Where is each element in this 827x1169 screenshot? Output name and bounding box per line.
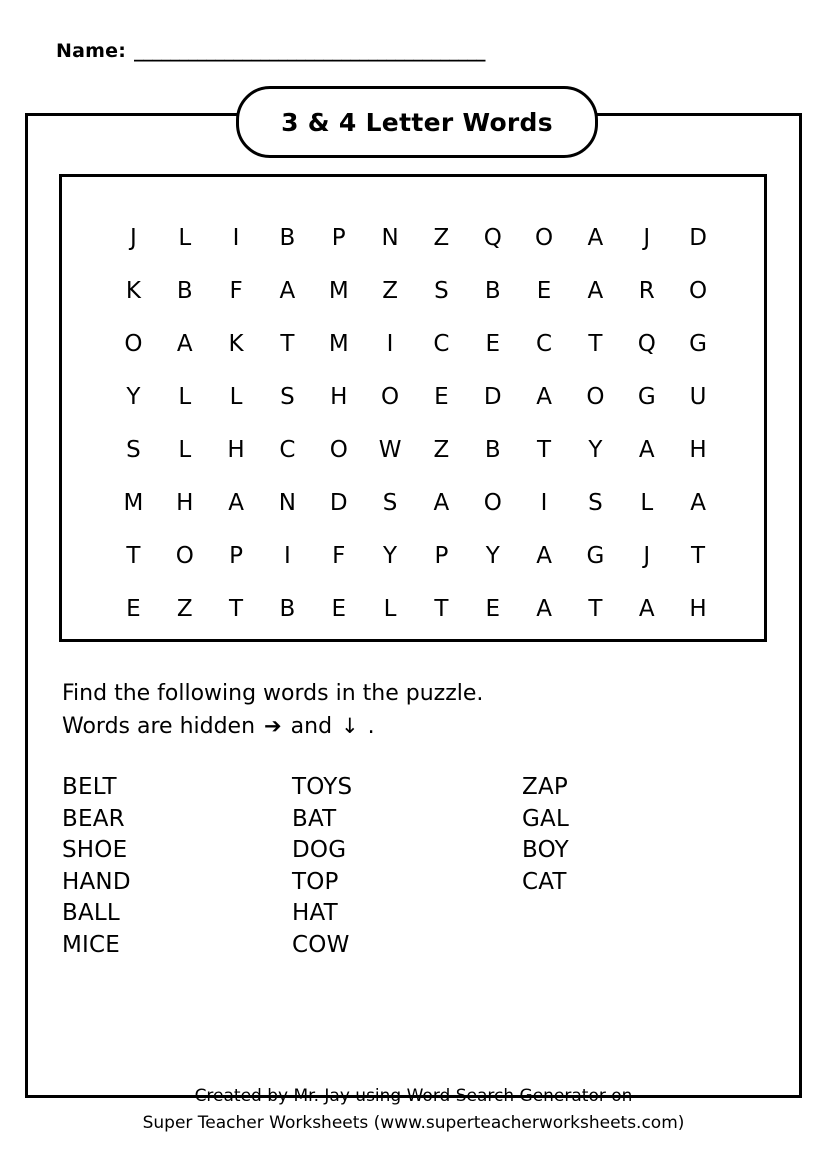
grid-cell[interactable]: Y bbox=[588, 437, 603, 463]
grid-cell[interactable]: S bbox=[382, 490, 398, 516]
word-list-item: HAND bbox=[62, 868, 131, 895]
grid-cell[interactable]: I bbox=[284, 543, 292, 569]
grid-cell[interactable]: S bbox=[280, 384, 296, 410]
word-list-item: DOG bbox=[292, 837, 347, 863]
grid-cell[interactable]: T bbox=[280, 331, 295, 357]
footer bbox=[0, 1083, 827, 1137]
grid-cell[interactable]: H bbox=[689, 437, 708, 463]
grid-cell[interactable]: N bbox=[381, 225, 400, 251]
word-list-item: BELT bbox=[62, 774, 117, 800]
grid-cell[interactable]: D bbox=[329, 490, 349, 516]
grid-cell[interactable]: O bbox=[124, 331, 143, 357]
grid-cell[interactable]: B bbox=[484, 278, 502, 304]
grid-cell[interactable]: O bbox=[329, 437, 349, 463]
instructions bbox=[62, 678, 742, 743]
grid-cell[interactable]: Q bbox=[483, 225, 503, 251]
grid-cell[interactable]: E bbox=[331, 596, 347, 622]
grid-cell[interactable]: N bbox=[278, 490, 297, 516]
grid-cell[interactable]: L bbox=[229, 384, 243, 410]
grid-cell[interactable]: I bbox=[386, 331, 394, 357]
word-list-item: BALL bbox=[62, 900, 120, 926]
grid-cell[interactable]: D bbox=[483, 384, 503, 410]
grid-cell[interactable]: A bbox=[433, 490, 450, 516]
grid-cell[interactable]: M bbox=[328, 331, 350, 357]
word-list-item: TOP bbox=[292, 868, 339, 895]
grid-cell[interactable]: O bbox=[586, 384, 605, 410]
grid-cell[interactable]: E bbox=[485, 596, 501, 622]
grid-cell[interactable]: F bbox=[229, 278, 244, 304]
grid-cell[interactable]: O bbox=[483, 490, 503, 516]
grid-cell[interactable]: Y bbox=[383, 543, 398, 569]
grid-cell[interactable]: S bbox=[434, 278, 450, 304]
grid-cell[interactable]: B bbox=[176, 278, 194, 304]
grid-cell[interactable]: M bbox=[123, 490, 144, 516]
grid-cell[interactable]: W bbox=[378, 437, 402, 463]
grid-cell[interactable]: A bbox=[536, 596, 553, 622]
grid-cell[interactable]: H bbox=[689, 596, 708, 622]
arrow-right-icon: ➔ bbox=[264, 714, 282, 738]
name-field bbox=[56, 40, 485, 62]
grid-cell[interactable]: S bbox=[588, 490, 604, 516]
grid-cell[interactable]: E bbox=[434, 384, 450, 410]
word-list-column-1 bbox=[62, 772, 292, 961]
grid-cell[interactable]: J bbox=[643, 543, 651, 569]
grid-cell[interactable]: C bbox=[433, 331, 450, 357]
grid-cell[interactable]: U bbox=[689, 384, 707, 410]
grid-cell[interactable]: A bbox=[176, 331, 194, 357]
grid-cell[interactable]: Z bbox=[176, 596, 194, 622]
grid-cell[interactable]: E bbox=[126, 596, 142, 622]
word-list-item: BEAR bbox=[62, 805, 125, 832]
grid-cell[interactable]: G bbox=[586, 543, 605, 569]
page-title: 3 & 4 Letter Words bbox=[281, 107, 553, 137]
grid-cell[interactable]: O bbox=[175, 543, 195, 569]
footer-line-2: Super Teacher Worksheets (www.superteacherworksheets.com) bbox=[142, 1113, 685, 1133]
instructions-line-2-prefix: Words are hidden bbox=[62, 714, 256, 739]
grid-cell[interactable]: C bbox=[279, 437, 296, 463]
grid-cell[interactable]: J bbox=[130, 225, 138, 251]
footer-line-1: Created by Mr. Jay using Word Search Generator on bbox=[194, 1086, 633, 1106]
grid-cell[interactable]: A bbox=[228, 490, 245, 516]
grid-cell[interactable]: Q bbox=[637, 331, 657, 357]
word-list-item: SHOE bbox=[62, 837, 128, 863]
grid-cell[interactable]: S bbox=[126, 437, 142, 463]
grid-cell[interactable]: Z bbox=[382, 278, 399, 304]
arrow-down-icon: ↓ bbox=[341, 714, 359, 738]
grid-cell[interactable]: Z bbox=[433, 225, 450, 251]
grid-cell[interactable]: T bbox=[588, 596, 603, 622]
grid-cell[interactable]: F bbox=[332, 543, 346, 569]
grid-cell[interactable]: A bbox=[279, 278, 296, 304]
grid-cell[interactable]: T bbox=[126, 543, 141, 569]
grid-cell[interactable]: P bbox=[434, 543, 449, 569]
grid-cell[interactable]: P bbox=[331, 225, 347, 251]
grid-cell[interactable]: K bbox=[125, 278, 142, 304]
word-list-item: MICE bbox=[62, 931, 121, 958]
grid-cell[interactable]: E bbox=[536, 278, 552, 304]
word-search-grid[interactable] bbox=[108, 212, 724, 636]
grid-cell[interactable]: P bbox=[229, 543, 244, 569]
grid-cell[interactable]: O bbox=[689, 278, 708, 304]
grid-cell[interactable]: A bbox=[587, 225, 604, 251]
grid-cell[interactable]: A bbox=[690, 490, 707, 516]
grid-cell[interactable]: T bbox=[537, 437, 552, 463]
instructions-line-2-middle: and bbox=[290, 714, 333, 739]
grid-cell[interactable]: A bbox=[638, 596, 656, 622]
grid-cell[interactable]: A bbox=[536, 384, 553, 410]
grid-cell[interactable]: G bbox=[637, 384, 657, 410]
word-list-item: BAT bbox=[292, 805, 337, 832]
grid-cell[interactable]: K bbox=[228, 331, 245, 357]
word-list-item: TOYS bbox=[292, 774, 353, 800]
grid-cell[interactable]: L bbox=[640, 490, 654, 516]
grid-cell[interactable]: B bbox=[279, 596, 296, 622]
grid-cell[interactable]: I bbox=[232, 225, 240, 251]
grid-cell[interactable]: L bbox=[383, 596, 397, 622]
grid-cell[interactable]: H bbox=[227, 437, 246, 463]
word-list bbox=[62, 772, 752, 961]
name-label: Name: bbox=[56, 40, 127, 62]
grid-cell[interactable]: T bbox=[691, 543, 706, 569]
name-input-blank[interactable]: _______________________________________ bbox=[134, 40, 486, 62]
title-pill bbox=[236, 86, 598, 158]
grid-cell[interactable]: T bbox=[588, 331, 603, 357]
grid-cell[interactable]: T bbox=[434, 596, 449, 622]
grid-cell[interactable]: A bbox=[638, 437, 656, 463]
word-search-grid-box bbox=[59, 174, 767, 642]
grid-cell[interactable]: B bbox=[279, 225, 296, 251]
word-list-item: CAT bbox=[522, 868, 567, 895]
grid-cell[interactable]: H bbox=[176, 490, 194, 516]
grid-cell[interactable]: E bbox=[485, 331, 501, 357]
grid-cell[interactable]: T bbox=[229, 596, 244, 622]
grid-cell[interactable]: L bbox=[178, 437, 192, 463]
grid-cell[interactable]: O bbox=[535, 225, 554, 251]
grid-cell[interactable]: A bbox=[587, 278, 604, 304]
word-list-item: COW bbox=[292, 931, 350, 958]
word-list-column-2 bbox=[292, 772, 522, 961]
instructions-line-1: Find the following words in the puzzle. bbox=[62, 681, 484, 706]
grid-cell[interactable]: C bbox=[536, 331, 553, 357]
grid-cell[interactable]: B bbox=[484, 437, 502, 463]
grid-cell[interactable]: O bbox=[381, 384, 400, 410]
word-list-item: ZAP bbox=[522, 774, 568, 800]
grid-cell[interactable]: L bbox=[178, 384, 192, 410]
grid-cell[interactable]: H bbox=[330, 384, 348, 410]
word-list-item: GAL bbox=[522, 805, 569, 832]
grid-cell[interactable]: Y bbox=[126, 384, 141, 410]
grid-cell[interactable]: R bbox=[638, 278, 656, 304]
grid-cell[interactable]: I bbox=[540, 490, 548, 516]
grid-cell[interactable]: G bbox=[689, 331, 708, 357]
grid-cell[interactable]: D bbox=[689, 225, 708, 251]
grid-cell[interactable]: Y bbox=[485, 543, 501, 569]
instructions-line-2 bbox=[62, 710, 742, 743]
grid-cell[interactable]: L bbox=[178, 225, 192, 251]
grid-cell[interactable]: M bbox=[328, 278, 350, 304]
word-list-item: BOY bbox=[522, 837, 569, 863]
instructions-line-2-suffix: . bbox=[367, 714, 375, 739]
grid-cell[interactable]: Z bbox=[433, 437, 450, 463]
grid-cell[interactable]: A bbox=[536, 543, 553, 569]
word-list-item: HAT bbox=[292, 900, 338, 926]
word-list-column-3 bbox=[522, 772, 752, 961]
grid-cell[interactable]: J bbox=[643, 225, 651, 251]
